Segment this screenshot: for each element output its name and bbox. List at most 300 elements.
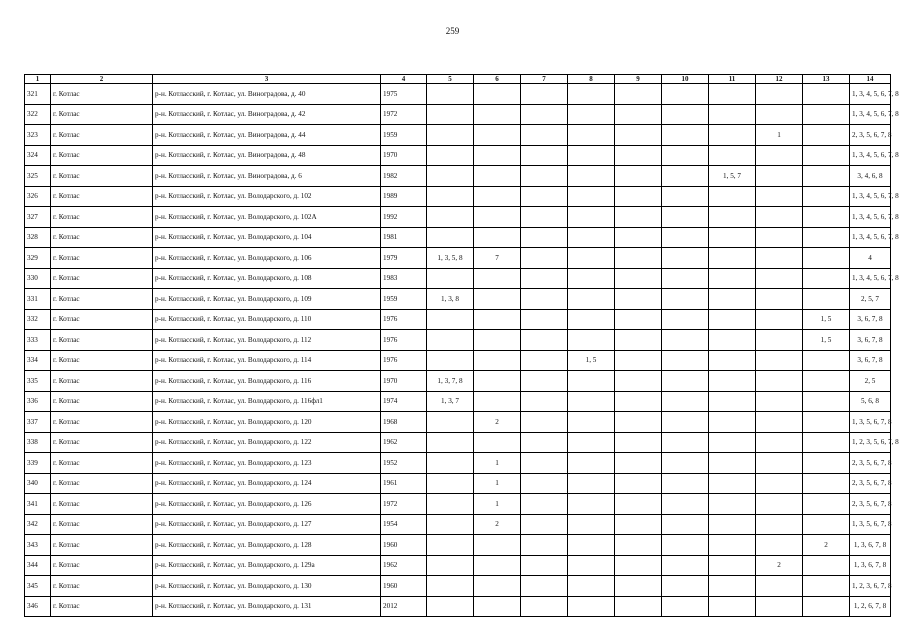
col13-cell: 1, 5: [803, 330, 850, 351]
col5-cell: 1, 3, 7: [427, 391, 474, 412]
city-cell: г. Котлас: [51, 371, 153, 392]
col7-cell: [521, 555, 568, 576]
col6-cell: 7: [474, 248, 521, 269]
col14-cell: 1, 3, 4, 5, 6, 7, 8: [850, 84, 891, 105]
col9-cell: [615, 535, 662, 556]
col5-cell: [427, 412, 474, 433]
table-row: [25, 227, 891, 248]
col12-cell: [756, 494, 803, 515]
col8-cell: [568, 514, 615, 535]
table-row: [25, 309, 891, 330]
row-number: 330: [25, 268, 51, 289]
col7-cell: [521, 330, 568, 351]
column-header-11: 11: [709, 75, 756, 84]
table-row: [25, 391, 891, 412]
col13-cell: [803, 145, 850, 166]
table-row: [25, 84, 891, 105]
col13-cell: [803, 207, 850, 228]
address-cell: р-н. Котласский, г. Котлас, ул. Виноградова, д. 44: [153, 125, 381, 146]
col8-cell: [568, 576, 615, 597]
col14-cell: 1, 3, 4, 5, 6, 7, 8: [850, 186, 891, 207]
col9-cell: [615, 125, 662, 146]
col11-cell: [709, 371, 756, 392]
col8-cell: [568, 186, 615, 207]
col10-cell: [662, 227, 709, 248]
row-number: 323: [25, 125, 51, 146]
col10-cell: [662, 330, 709, 351]
col8-cell: [568, 555, 615, 576]
col11-cell: [709, 125, 756, 146]
col12-cell: [756, 309, 803, 330]
col11-cell: [709, 330, 756, 351]
address-cell: р-н. Котласский, г. Котлас, ул. Володарского, д. 116: [153, 371, 381, 392]
col5-cell: [427, 350, 474, 371]
col5-cell: [427, 309, 474, 330]
col8-cell: [568, 268, 615, 289]
col9-cell: [615, 330, 662, 351]
row-number: 335: [25, 371, 51, 392]
col13-cell: [803, 104, 850, 125]
col6-cell: [474, 371, 521, 392]
city-cell: г. Котлас: [51, 207, 153, 228]
col6-cell: [474, 186, 521, 207]
col12-cell: [756, 391, 803, 412]
col11-cell: [709, 207, 756, 228]
year-cell: 1970: [381, 145, 427, 166]
col10-cell: [662, 494, 709, 515]
address-cell: р-н. Котласский, г. Котлас, ул. Виноградова, д. 48: [153, 145, 381, 166]
col9-cell: [615, 576, 662, 597]
col14-cell: 2, 3, 5, 6, 7, 8: [850, 473, 891, 494]
column-header-10: 10: [662, 75, 709, 84]
city-cell: г. Котлас: [51, 125, 153, 146]
city-cell: г. Котлас: [51, 514, 153, 535]
table-row: [25, 596, 891, 617]
col13-cell: [803, 412, 850, 433]
address-cell: р-н. Котласский, г. Котлас, ул. Володарского, д. 123: [153, 453, 381, 474]
row-number: 339: [25, 453, 51, 474]
col9-cell: [615, 248, 662, 269]
table-row: [25, 432, 891, 453]
col8-cell: [568, 289, 615, 310]
col5-cell: [427, 535, 474, 556]
col14-cell: 2, 5: [850, 371, 891, 392]
col10-cell: [662, 125, 709, 146]
col9-cell: [615, 514, 662, 535]
col13-cell: [803, 514, 850, 535]
col12-cell: 2: [756, 555, 803, 576]
col14-cell: 3, 6, 7, 8: [850, 350, 891, 371]
col10-cell: [662, 268, 709, 289]
col9-cell: [615, 432, 662, 453]
col7-cell: [521, 268, 568, 289]
row-number: 332: [25, 309, 51, 330]
col11-cell: 1, 5, 7: [709, 166, 756, 187]
col13-cell: [803, 289, 850, 310]
col9-cell: [615, 473, 662, 494]
address-cell: р-н. Котласский, г. Котлас, ул. Володарского, д. 131: [153, 596, 381, 617]
col5-cell: [427, 166, 474, 187]
address-cell: р-н. Котласский, г. Котлас, ул. Володарского, д. 129а: [153, 555, 381, 576]
row-number: 344: [25, 555, 51, 576]
address-cell: р-н. Котласский, г. Котлас, ул. Володарского, д. 112: [153, 330, 381, 351]
table-row: [25, 268, 891, 289]
col6-cell: 1: [474, 494, 521, 515]
col12-cell: [756, 166, 803, 187]
year-cell: 1982: [381, 166, 427, 187]
row-number: 325: [25, 166, 51, 187]
col9-cell: [615, 166, 662, 187]
col12-cell: [756, 412, 803, 433]
col11-cell: [709, 576, 756, 597]
col10-cell: [662, 104, 709, 125]
col13-cell: [803, 350, 850, 371]
col7-cell: [521, 207, 568, 228]
address-cell: р-н. Котласский, г. Котлас, ул. Володарского, д. 128: [153, 535, 381, 556]
col9-cell: [615, 289, 662, 310]
col8-cell: [568, 494, 615, 515]
col12-cell: [756, 535, 803, 556]
col12-cell: [756, 350, 803, 371]
row-number: 336: [25, 391, 51, 412]
col6-cell: 2: [474, 514, 521, 535]
col5-cell: [427, 227, 474, 248]
col9-cell: [615, 104, 662, 125]
col13-cell: [803, 371, 850, 392]
col11-cell: [709, 391, 756, 412]
city-cell: г. Котлас: [51, 555, 153, 576]
table-row: [25, 186, 891, 207]
address-cell: р-н. Котласский, г. Котлас, ул. Володарского, д. 130: [153, 576, 381, 597]
col9-cell: [615, 596, 662, 617]
col13-cell: [803, 268, 850, 289]
col14-cell: 2, 5, 7: [850, 289, 891, 310]
table-row: [25, 350, 891, 371]
address-cell: р-н. Котласский, г. Котлас, ул. Володарского, д. 126: [153, 494, 381, 515]
table-row: [25, 145, 891, 166]
col13-cell: [803, 555, 850, 576]
year-cell: 1981: [381, 227, 427, 248]
col14-cell: 5, 6, 8: [850, 391, 891, 412]
table-row: [25, 330, 891, 351]
col7-cell: [521, 104, 568, 125]
col5-cell: [427, 432, 474, 453]
col11-cell: [709, 535, 756, 556]
col10-cell: [662, 453, 709, 474]
year-cell: 1976: [381, 309, 427, 330]
city-cell: г. Котлас: [51, 166, 153, 187]
year-cell: 1962: [381, 555, 427, 576]
col10-cell: [662, 432, 709, 453]
col10-cell: [662, 473, 709, 494]
col10-cell: [662, 412, 709, 433]
city-cell: г. Котлас: [51, 330, 153, 351]
row-number: 326: [25, 186, 51, 207]
table-row: [25, 494, 891, 515]
address-cell: р-н. Котласский, г. Котлас, ул. Володарского, д. 127: [153, 514, 381, 535]
col9-cell: [615, 494, 662, 515]
column-header-12: 12: [756, 75, 803, 84]
col14-cell: 4: [850, 248, 891, 269]
col8-cell: [568, 207, 615, 228]
col11-cell: [709, 473, 756, 494]
col8-cell: [568, 432, 615, 453]
col11-cell: [709, 289, 756, 310]
row-number: 329: [25, 248, 51, 269]
col12-cell: [756, 514, 803, 535]
col10-cell: [662, 535, 709, 556]
row-number: 327: [25, 207, 51, 228]
city-cell: г. Котлас: [51, 432, 153, 453]
column-number-header-row: [25, 75, 891, 84]
col9-cell: [615, 145, 662, 166]
col6-cell: [474, 596, 521, 617]
col14-cell: 3, 6, 7, 8: [850, 309, 891, 330]
year-cell: 1959: [381, 289, 427, 310]
row-number: 333: [25, 330, 51, 351]
column-header-9: 9: [615, 75, 662, 84]
col13-cell: [803, 186, 850, 207]
row-number: 341: [25, 494, 51, 515]
col7-cell: [521, 289, 568, 310]
col10-cell: [662, 289, 709, 310]
col8-cell: [568, 596, 615, 617]
address-cell: р-н. Котласский, г. Котлас, ул. Володарского, д. 109: [153, 289, 381, 310]
col14-cell: 2, 3, 5, 6, 7, 8: [850, 453, 891, 474]
col5-cell: [427, 268, 474, 289]
col12-cell: [756, 432, 803, 453]
col10-cell: [662, 596, 709, 617]
city-cell: г. Котлас: [51, 227, 153, 248]
col8-cell: [568, 391, 615, 412]
col8-cell: [568, 535, 615, 556]
table-row: [25, 473, 891, 494]
table-row: [25, 371, 891, 392]
col14-cell: 1, 3, 4, 5, 6, 7, 8: [850, 104, 891, 125]
col14-cell: 1, 2, 3, 6, 7, 8: [850, 576, 891, 597]
col7-cell: [521, 84, 568, 105]
year-cell: 2012: [381, 596, 427, 617]
city-cell: г. Котлас: [51, 576, 153, 597]
col7-cell: [521, 473, 568, 494]
col13-cell: [803, 473, 850, 494]
col7-cell: [521, 432, 568, 453]
city-cell: г. Котлас: [51, 596, 153, 617]
year-cell: 1976: [381, 330, 427, 351]
col12-cell: [756, 330, 803, 351]
col14-cell: 3, 4, 6, 8: [850, 166, 891, 187]
column-header-8: 8: [568, 75, 615, 84]
col13-cell: [803, 453, 850, 474]
col13-cell: [803, 596, 850, 617]
col13-cell: 2: [803, 535, 850, 556]
col13-cell: [803, 576, 850, 597]
col10-cell: [662, 514, 709, 535]
col5-cell: [427, 576, 474, 597]
col11-cell: [709, 104, 756, 125]
row-number: 322: [25, 104, 51, 125]
col12-cell: [756, 145, 803, 166]
col8-cell: [568, 330, 615, 351]
col11-cell: [709, 412, 756, 433]
col6-cell: [474, 227, 521, 248]
address-cell: р-н. Котласский, г. Котлас, ул. Володарского, д. 102: [153, 186, 381, 207]
col7-cell: [521, 535, 568, 556]
address-cell: р-н. Котласский, г. Котлас, ул. Володарского, д. 104: [153, 227, 381, 248]
col5-cell: [427, 145, 474, 166]
col6-cell: [474, 350, 521, 371]
table-row: [25, 412, 891, 433]
address-cell: р-н. Котласский, г. Котлас, ул. Володарского, д. 102А: [153, 207, 381, 228]
col6-cell: [474, 330, 521, 351]
column-header-5: 5: [427, 75, 474, 84]
col14-cell: 1, 3, 4, 5, 6, 7, 8: [850, 227, 891, 248]
row-number: 321: [25, 84, 51, 105]
col14-cell: 1, 3, 4, 5, 6, 7, 8: [850, 268, 891, 289]
col6-cell: [474, 207, 521, 228]
year-cell: 1983: [381, 268, 427, 289]
col5-cell: [427, 514, 474, 535]
column-header-2: 2: [51, 75, 153, 84]
table-row: [25, 555, 891, 576]
col14-cell: 1, 3, 6, 7, 8: [850, 535, 891, 556]
year-cell: 1960: [381, 576, 427, 597]
column-header-4: 4: [381, 75, 427, 84]
row-number: 338: [25, 432, 51, 453]
address-cell: р-н. Котласский, г. Котлас, ул. Виноградова, д. 40: [153, 84, 381, 105]
page-number: 259: [445, 26, 460, 36]
col5-cell: 1, 3, 8: [427, 289, 474, 310]
col14-cell: 1, 3, 6, 7, 8: [850, 555, 891, 576]
year-cell: 1976: [381, 350, 427, 371]
col11-cell: [709, 596, 756, 617]
address-cell: р-н. Котласский, г. Котлас, ул. Володарского, д. 114: [153, 350, 381, 371]
col9-cell: [615, 555, 662, 576]
col9-cell: [615, 84, 662, 105]
year-cell: 1979: [381, 248, 427, 269]
col14-cell: 2, 3, 5, 6, 7, 8: [850, 125, 891, 146]
col12-cell: [756, 371, 803, 392]
row-number: 324: [25, 145, 51, 166]
col6-cell: [474, 145, 521, 166]
column-header-6: 6: [474, 75, 521, 84]
table-row: [25, 289, 891, 310]
col6-cell: [474, 555, 521, 576]
col10-cell: [662, 145, 709, 166]
row-number: 342: [25, 514, 51, 535]
col9-cell: [615, 268, 662, 289]
col13-cell: [803, 84, 850, 105]
col12-cell: [756, 248, 803, 269]
col8-cell: [568, 412, 615, 433]
address-cell: р-н. Котласский, г. Котлас, ул. Володарского, д. 122: [153, 432, 381, 453]
col7-cell: [521, 453, 568, 474]
col7-cell: [521, 309, 568, 330]
col11-cell: [709, 268, 756, 289]
col14-cell: 3, 6, 7, 8: [850, 330, 891, 351]
col10-cell: [662, 166, 709, 187]
year-cell: 1970: [381, 371, 427, 392]
year-cell: 1975: [381, 84, 427, 105]
city-cell: г. Котлас: [51, 289, 153, 310]
col13-cell: [803, 125, 850, 146]
col7-cell: [521, 125, 568, 146]
col9-cell: [615, 453, 662, 474]
row-number: 337: [25, 412, 51, 433]
address-cell: р-н. Котласский, г. Котлас, ул. Володарского, д. 106: [153, 248, 381, 269]
col7-cell: [521, 494, 568, 515]
col7-cell: [521, 576, 568, 597]
col11-cell: [709, 494, 756, 515]
city-cell: г. Котлас: [51, 145, 153, 166]
row-number: 345: [25, 576, 51, 597]
col8-cell: [568, 371, 615, 392]
city-cell: г. Котлас: [51, 84, 153, 105]
col6-cell: [474, 535, 521, 556]
city-cell: г. Котлас: [51, 412, 153, 433]
col6-cell: [474, 289, 521, 310]
col5-cell: [427, 207, 474, 228]
table-row: [25, 576, 891, 597]
table-row: [25, 453, 891, 474]
col11-cell: [709, 145, 756, 166]
col10-cell: [662, 309, 709, 330]
col8-cell: [568, 125, 615, 146]
city-cell: г. Котлас: [51, 453, 153, 474]
column-header-14: 14: [850, 75, 891, 84]
city-cell: г. Котлас: [51, 186, 153, 207]
col14-cell: 1, 2, 3, 5, 6, 7, 8: [850, 432, 891, 453]
col8-cell: 1, 5: [568, 350, 615, 371]
col12-cell: 1: [756, 125, 803, 146]
col9-cell: [615, 350, 662, 371]
col10-cell: [662, 207, 709, 228]
col9-cell: [615, 227, 662, 248]
col12-cell: [756, 84, 803, 105]
col10-cell: [662, 555, 709, 576]
col8-cell: [568, 248, 615, 269]
city-cell: г. Котлас: [51, 248, 153, 269]
table-row: [25, 104, 891, 125]
col14-cell: 1, 3, 5, 6, 7, 8: [850, 514, 891, 535]
building-registry-table: [24, 74, 899, 617]
col11-cell: [709, 84, 756, 105]
col14-cell: 1, 3, 4, 5, 6, 7, 8: [850, 145, 891, 166]
col5-cell: [427, 473, 474, 494]
address-cell: р-н. Котласский, г. Котлас, ул. Володарского, д. 116фл1: [153, 391, 381, 412]
city-cell: г. Котлас: [51, 391, 153, 412]
city-cell: г. Котлас: [51, 473, 153, 494]
col6-cell: [474, 166, 521, 187]
col12-cell: [756, 289, 803, 310]
table-row: [25, 207, 891, 228]
year-cell: 1962: [381, 432, 427, 453]
table-body: [25, 84, 899, 617]
col13-cell: [803, 391, 850, 412]
col9-cell: [615, 186, 662, 207]
col6-cell: [474, 84, 521, 105]
col9-cell: [615, 207, 662, 228]
col11-cell: [709, 514, 756, 535]
col12-cell: [756, 473, 803, 494]
col10-cell: [662, 248, 709, 269]
col11-cell: [709, 453, 756, 474]
row-number: 346: [25, 596, 51, 617]
year-cell: 1972: [381, 104, 427, 125]
col12-cell: [756, 207, 803, 228]
col7-cell: [521, 166, 568, 187]
col10-cell: [662, 186, 709, 207]
